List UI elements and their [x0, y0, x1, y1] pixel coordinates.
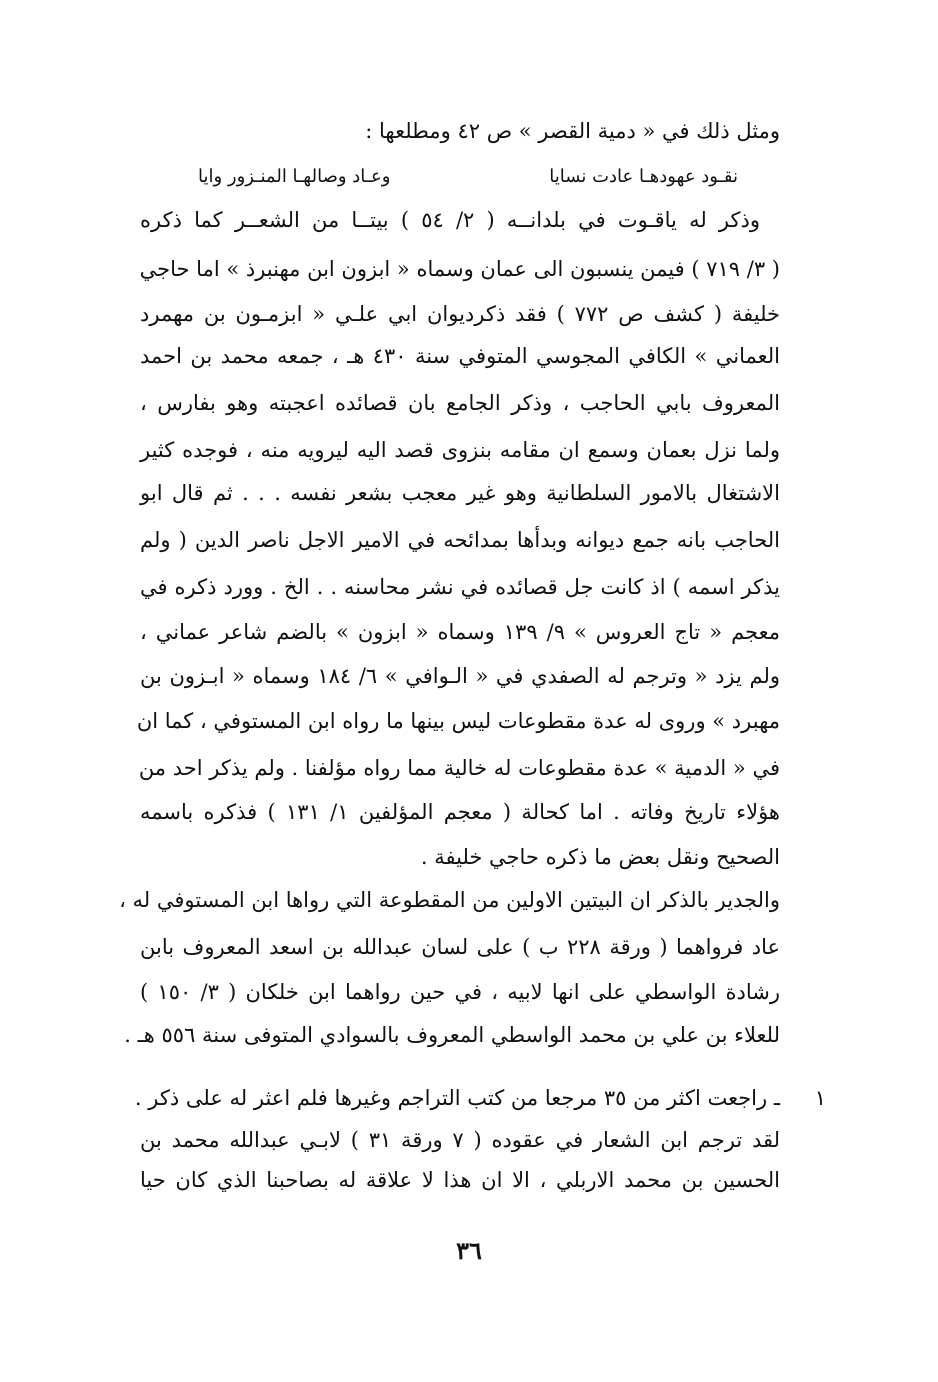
paragraph-line: رشادة الواسطي على انها لابيه ، في حين رواهما ابن خلكان ( ٣/ ١٥٠ ): [140, 980, 780, 1004]
paragraph-line: ولم يزد « وترجم له الصفدي في « الـوافي » ٦/ ١٨٤ وسماه « ابـزون بن: [140, 664, 780, 688]
intro-line: ومثل ذلك في « دمية القصر » ص ٤٢ ومطلعها :: [365, 119, 780, 143]
poem-verse: [198, 163, 738, 191]
verse-first-hemistich: نقـود عهودهـا عادت نسايا: [549, 166, 738, 187]
paragraph-line: للعلاء بن علي بن محمد الواسطي المعروف بالسوادي المتوفى سنة ٥٥٦ هـ .: [124, 1023, 780, 1047]
paragraph-line: يذكر اسمه ) اذ كانت جل قصائده في نشر محاسنه . . الخ . وورد ذكره في: [140, 575, 780, 599]
paragraph-line: هؤلاء تاريخ وفاته . اما كحالة ( معجم المؤلفين ١/ ١٣١ ) فذكره باسمه: [140, 800, 780, 824]
paragraph-line: والجدير بالذكر ان البيتين الاولين من المقطوعة التي رواها ابن المستوفي له ،: [119, 888, 780, 912]
verse-second-hemistich: وعـاد وصالهـا المنـزور وايا: [198, 166, 391, 187]
paragraph-line: العماني » الكافي المجوسي المتوفي سنة ٤٣٠ هـ ، جمعه محمد بن احمد: [140, 344, 780, 368]
paragraph-line: الصحيح ونقل بعض ما ذكره حاجي خليفة .: [420, 845, 780, 869]
paragraph-line: معجم « تاج العروس » ٩/ ١٣٩ وسماه « ابزون » بالضم شاعر عماني ،: [140, 620, 780, 644]
paragraph-line: خليفة ( كشف ص ٧٧٢ ) فقد ذكرديوان ابي علـي « ابزمـون بن مهمرد: [140, 302, 781, 326]
paragraph-line: ( ٣/ ٧١٩ ) فيمن ينسبون الى عمان وسماه « ابزون ابن مهنبرذ » اما حاجي: [139, 257, 780, 281]
footnote-number: ١: [814, 1086, 826, 1110]
footnote-line: الحسين بن محمد الاربلي ، الا ان هذا لا علاقة له بصاحبنا الذي كان حيا: [140, 1168, 780, 1192]
paragraph-line: ولما نزل بعمان وسمع ان مقامه بنزوى قصد اليه ليرويه منه ، فوجده كثير: [140, 438, 780, 462]
paragraph-line: في « الدمية » عدة مقطوعات له خالية مما رواه مؤلفنا . ولم يذكر احد من: [138, 756, 780, 780]
paragraph-line: عاد فرواهما ( ورقة ٢٢٨ ب ) على لسان عبدالله بن اسعد المعروف بابن: [140, 935, 781, 959]
page-number: ٣٦: [456, 1236, 482, 1265]
paragraph-line: الحاجب بانه جمع ديوانه وبدأها بمدائحه في الامير الاجل ناصر الدين ( ولم: [140, 528, 780, 552]
paragraph-line: وذكر له ياقـوت في بلدانــه ( ٢/ ٥٤ ) بيتــا من الشعــر كما ذكره: [140, 208, 760, 232]
paragraph-line: مهبرد » وروى له عدة مقطوعات ليس بينها ما رواه ابن المستوفي ، كما ان: [136, 709, 780, 733]
footnote-line: ـ راجعت اكثر من ٣٥ مرجعا من كتب التراجم وغيرها فلم اعثر له على ذكر .: [134, 1086, 780, 1110]
paragraph-line: الاشتغال بالامور السلطانية وهو غير معجب بشعر نفسه . . . ثم قال ابو: [140, 481, 780, 505]
footnote-line: لقد ترجم ابن الشعار في عقوده ( ٧ ورقة ٣١ ) لابـي عبدالله محمد بن: [140, 1128, 780, 1152]
paragraph-line: المعروف بابي الحاجب ، وذكر الجامع بان قصائده اعجبته وهو بفارس ،: [140, 391, 780, 415]
